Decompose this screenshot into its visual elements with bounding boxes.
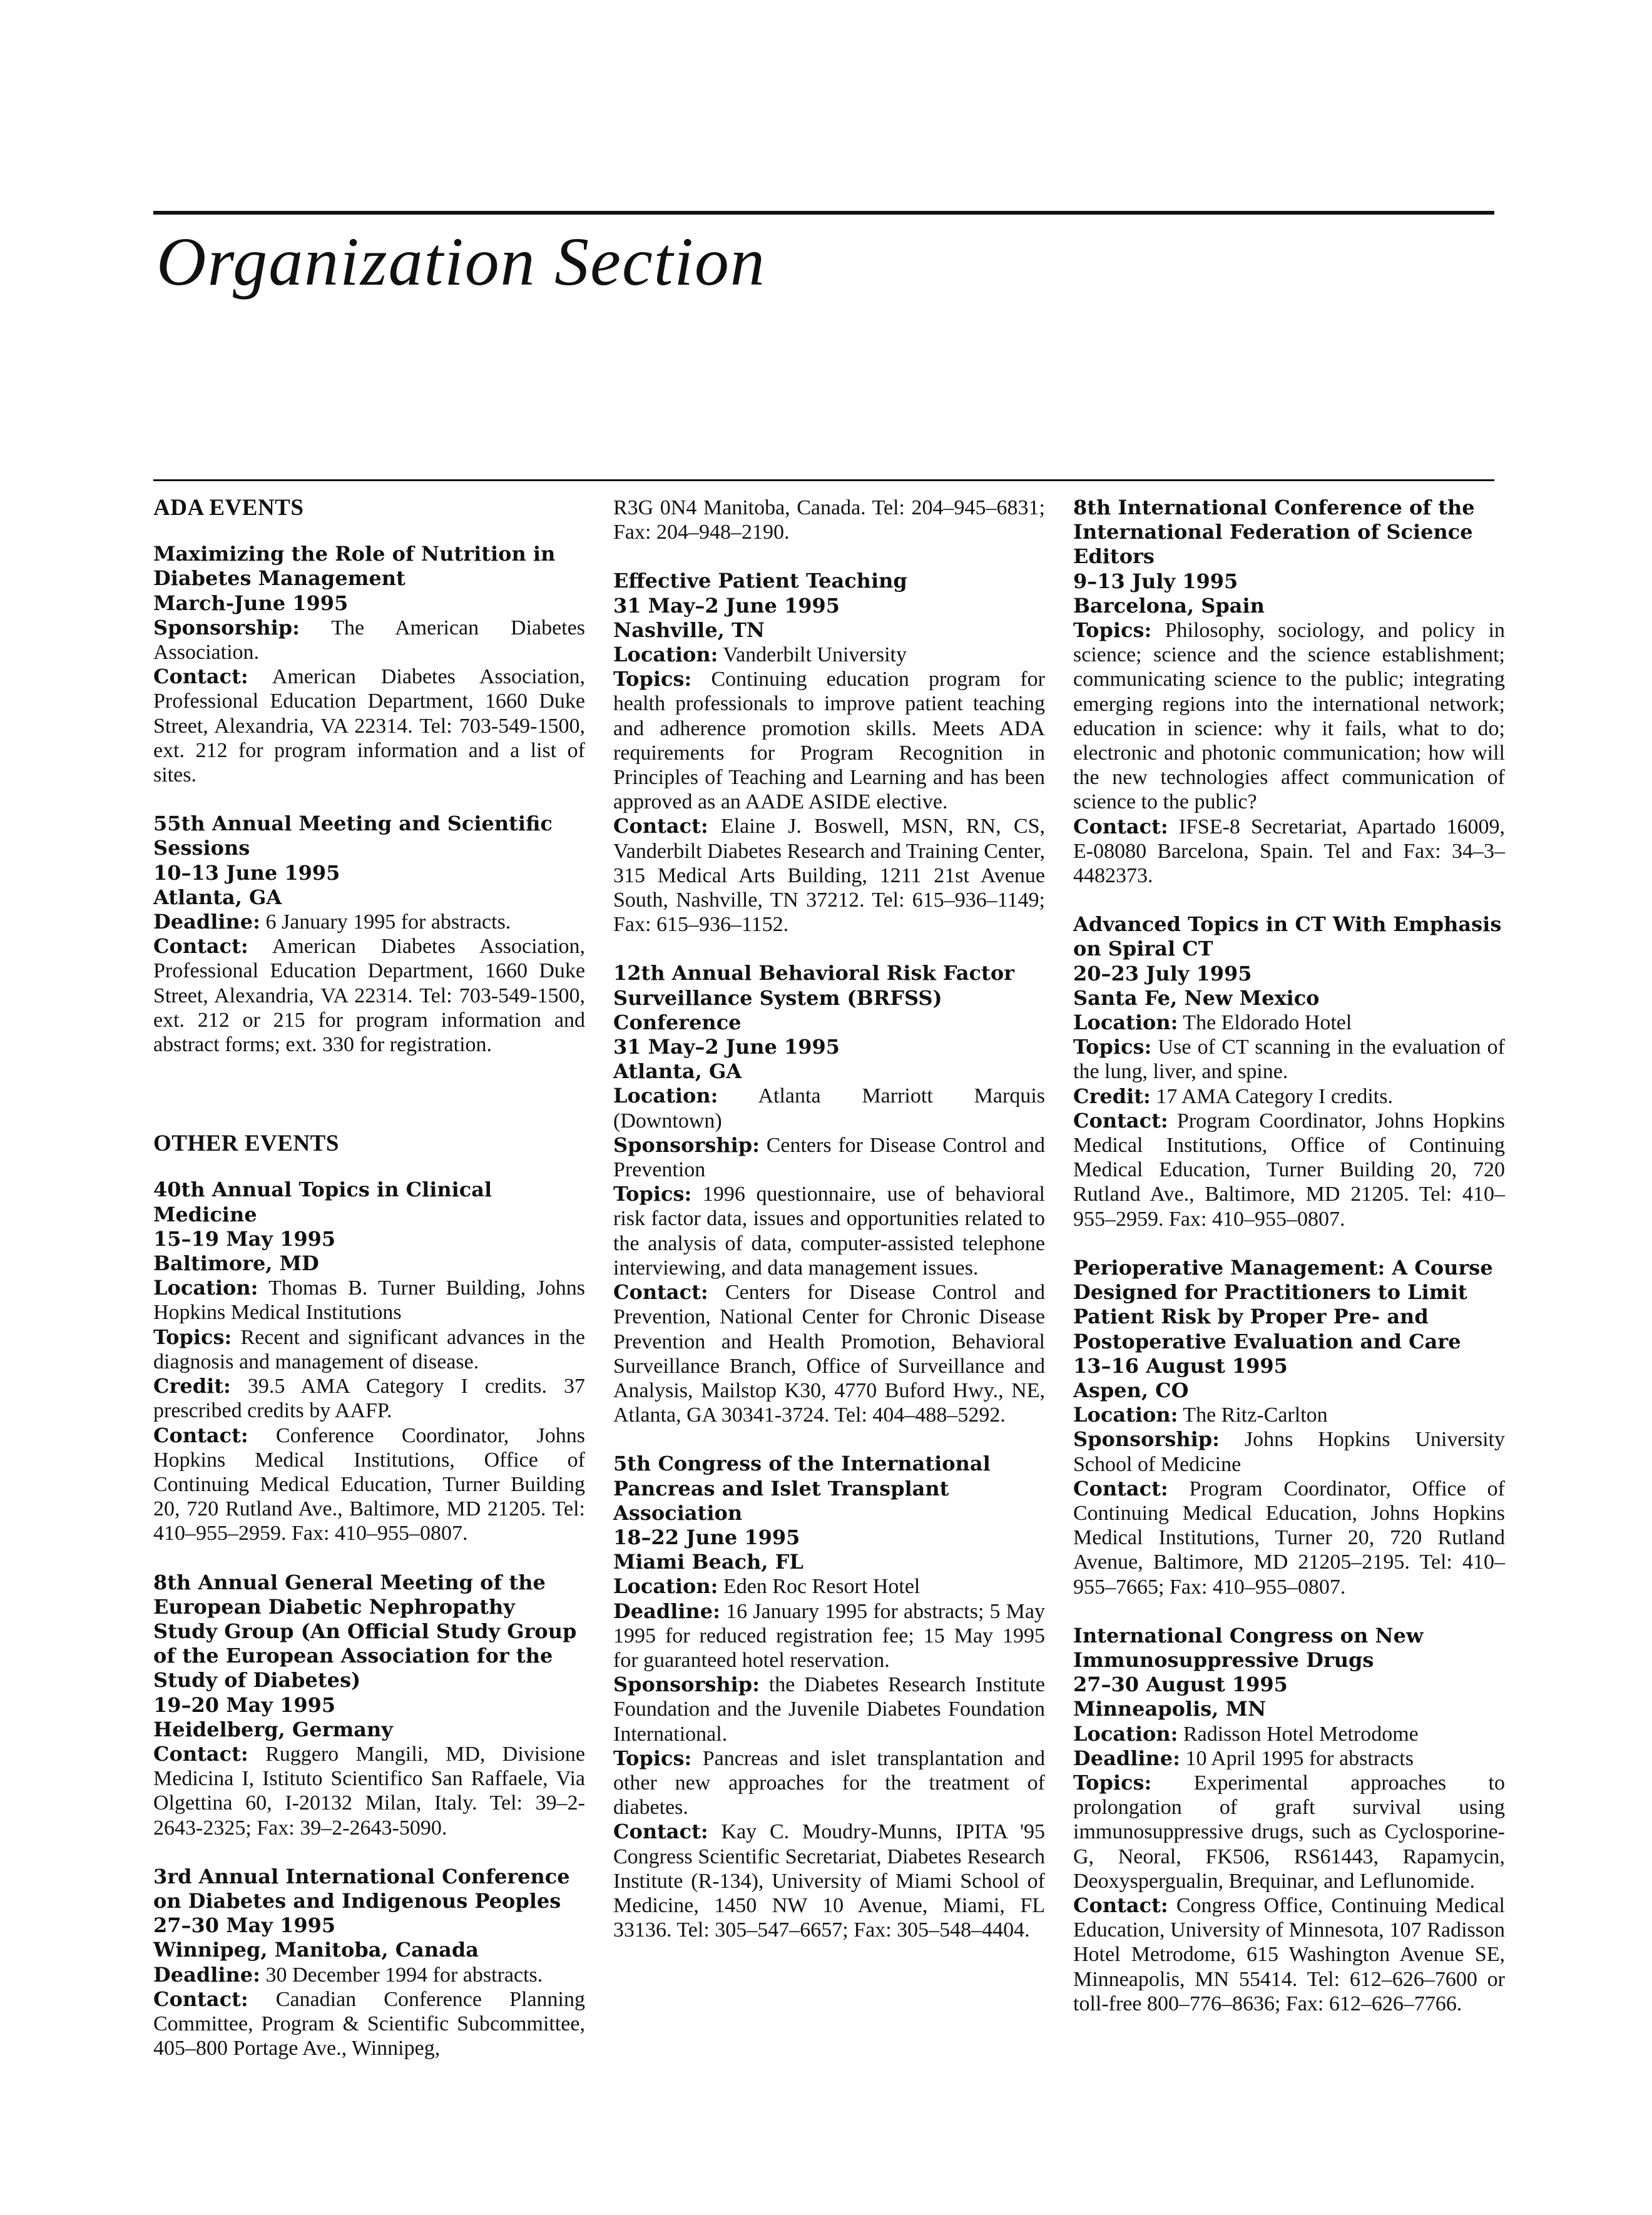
event-sponsorship: Sponsorship: The American Diabetes Association. <box>153 615 585 664</box>
event-place: Santa Fe, New Mexico <box>1073 985 1320 1010</box>
event-date: 9–13 July 1995 <box>1073 569 1238 593</box>
event-date: 31 May–2 June 1995 <box>613 1035 840 1059</box>
event-place: Aspen, CO <box>1073 1378 1189 1402</box>
event-item <box>153 1571 585 1840</box>
section-heading-ada: ADA EVENTS <box>153 495 304 521</box>
event-item <box>613 1452 1045 1942</box>
event-sponsorship: Sponsorship: Centers for Disease Control and Prevention <box>613 1133 1045 1182</box>
event-contact: Contact: IFSE-8 Secretariat, Apartado 16009, E-08080 Barcelona, Spain. Tel and Fax: 34–3–4482373. <box>1073 814 1505 888</box>
event-topics: Topics: Experimental approaches to prolongation of graft survival using immunosuppressive drugs, such as Cyclosporine-G, Neoral, FK506, RS61443, Rapamycin, Deoxyspergualin, Brequinar, and Leflunomide. <box>1073 1770 1505 1893</box>
event-title: Effective Patient Teaching <box>613 569 907 593</box>
event-deadline: Deadline: 10 April 1995 for abstracts <box>1073 1746 1414 1770</box>
event-deadline: Deadline: 6 January 1995 for abstracts. <box>153 910 511 934</box>
section-heading-other: OTHER EVENTS <box>153 1131 339 1157</box>
event-place: Atlanta, GA <box>153 885 282 909</box>
event-place: Heidelberg, Germany <box>153 1717 393 1741</box>
event-location: Location: Radisson Hotel Metrodome <box>1073 1721 1419 1746</box>
event-contact: Contact: American Diabetes Association, Professional Education Department, 1660 Duke Street, Alexandria, VA 22314. Tel: 703-549-1500, ext. 212 for program information and a list of sites. <box>153 664 585 787</box>
event-place: Miami Beach, FL <box>613 1550 803 1574</box>
event-item <box>153 1865 585 2061</box>
section-rule <box>153 479 1494 481</box>
event-topics: Topics: 1996 questionnaire, use of behavioral risk factor data, issues and opportunities related to the analysis of data, computer-assisted telephone interviewing, and data management issues. <box>613 1182 1045 1280</box>
event-contact: Contact: Kay C. Moudry-Munns, IPITA '95 Congress Scientific Secretariat, Diabetes Research Institute (R-134), University of Miami School of Medicine, 1450 NW 10 Avenue, Miami, FL 33136. Tel: 305–547–6657; Fax: 305–548–4404. <box>613 1820 1045 1942</box>
event-title: 8th International Conference of the International Federation of Science Editors <box>1073 496 1475 569</box>
event-contact: Contact: Canadian Conference Planning Committee, Program & Scientific Subcommittee, 405–800 Portage Ave., Winnipeg, <box>153 1987 585 2060</box>
event-date: 27–30 May 1995 <box>153 1913 336 1938</box>
event-location: Location: Atlanta Marriott Marquis (Downtown) <box>613 1084 1045 1133</box>
event-contact: Contact: Elaine J. Boswell, MSN, RN, CS, Vanderbilt Diabetes Research and Training Center, 315 Medical Arts Building, 1211 21st Avenue South, Nashville, TN 37212. Tel: 615–936–1149; Fax: 615–936–1152. <box>613 814 1045 937</box>
event-credit: Credit: 39.5 AMA Category I credits. 37 prescribed credits by AAFP. <box>153 1374 585 1423</box>
event-title: 5th Congress of the International Pancreas and Islet Transplant Association <box>613 1452 991 1525</box>
event-date: 20–23 July 1995 <box>1073 961 1252 985</box>
event-place: Nashville, TN <box>613 618 765 642</box>
event-item <box>1073 1624 1505 2016</box>
event-place: Minneapolis, MN <box>1073 1697 1267 1721</box>
event-item <box>613 569 1045 937</box>
event-title: International Congress on New Immunosuppressive Drugs <box>1073 1623 1424 1672</box>
event-date: 13–16 August 1995 <box>1073 1353 1288 1378</box>
event-title: 55th Annual Meeting and Scientific Sessions <box>153 812 553 860</box>
event-location: Location: Thomas B. Turner Building, Johns Hopkins Medical Institutions <box>153 1276 585 1325</box>
event-location: Location: The Eldorado Hotel <box>1073 1011 1352 1035</box>
event-location: Location: The Ritz-Carlton <box>1073 1403 1328 1427</box>
page-title: Organization Section <box>156 223 766 300</box>
event-item <box>613 961 1045 1427</box>
event-sponsorship: Sponsorship: Johns Hopkins University School of Medicine <box>1073 1427 1505 1476</box>
event-contact: Contact: Centers for Disease Control and Prevention, National Center for Chronic Disease Prevention and Health Promotion, Behavioral Surveillance Branch, Office of Surveillance and Analysis, Mailstop K30, 4770 Buford Hwy., NE, Atlanta, GA 30341-3724. Tel: 404–488–5292. <box>613 1280 1045 1427</box>
event-topics: Topics: Pancreas and islet transplantation and other new approaches for the treatment of diabetes. <box>613 1746 1045 1820</box>
event-contact: Contact: Conference Coordinator, Johns Hopkins Medical Institutions, Office of Continuing Medical Education, Turner Building 20, 720 Rutland Ave., Baltimore, MD 21205. Tel: 410–955–2959. Fax: 410–955–0807. <box>153 1423 585 1545</box>
top-rule <box>153 211 1494 215</box>
event-date: 15–19 May 1995 <box>153 1226 336 1251</box>
event-title: 8th Annual General Meeting of the European Diabetic Nephropathy Study Group (An Official Study Group of the European Association for the Study of Diabetes) <box>153 1570 577 1693</box>
event-item <box>153 812 585 1057</box>
event-credit: Credit: 17 AMA Category I credits. <box>1073 1084 1393 1108</box>
event-title: Advanced Topics in CT With Emphasis on Spiral CT <box>1073 912 1502 961</box>
event-contact: Contact: Program Coordinator, Office of Continuing Medical Education, Johns Hopkins Medical Institutions, Turner 20, 720 Rutland Avenue, Baltimore, MD 21205–2195. Tel: 410–955–7665; Fax: 410–955–0807. <box>1073 1476 1505 1599</box>
event-item <box>1073 912 1505 1231</box>
event-date: 19–20 May 1995 <box>153 1693 336 1717</box>
event-deadline: Deadline: 30 December 1994 for abstracts. <box>153 1962 543 1987</box>
event-title: 12th Annual Behavioral Risk Factor Surveillance System (BRFSS) Conference <box>613 961 1015 1034</box>
event-contact: Contact: Congress Office, Continuing Medical Education, University of Minnesota, 107 Radisson Hotel Metrodome, 615 Washington Avenue SE, Minneapolis, MN 55414. Tel: 612–626–7600 or toll-free 800–776–8636; Fax: 612–626–7766. <box>1073 1893 1505 2015</box>
event-topics: Topics: Use of CT scanning in the evaluation of the lung, liver, and spine. <box>1073 1035 1505 1084</box>
event-place: Winnipeg, Manitoba, Canada <box>153 1938 479 1962</box>
event-contact: Contact: Program Coordinator, Johns Hopkins Medical Institutions, Office of Continuing Medical Education, Turner Building 20, 720 Rutland Ave., Baltimore, MD 21205. Tel: 410–955–2959. Fax: 410–955–0807. <box>1073 1108 1505 1231</box>
event-item <box>153 542 585 787</box>
event-item <box>153 1178 585 1545</box>
event-contact: Contact: American Diabetes Association, Professional Education Department, 1660 Duke Street, Alexandria, VA 22314. Tel: 703-549-1500, ext. 212 or 215 for program information and abstract forms; ext. 330 for registration. <box>153 934 585 1057</box>
event-date: 18–22 June 1995 <box>613 1525 800 1549</box>
event-title: 3rd Annual International Conference on Diabetes and Indigenous Peoples <box>153 1864 570 1913</box>
event-date: March-June 1995 <box>153 591 349 615</box>
column-1 <box>153 496 585 2085</box>
event-topics: Topics: Philosophy, sociology, and policy in science; science and the science establishment; communicating science to the public; integrating emerging regions into the international network; education in science: why it fails, what to do; electronic and photonic communication; how will the new technologies affect communication of science to the public? <box>1073 618 1505 814</box>
event-title: Perioperative Management: A Course Designed for Practitioners to Limit Patient Risk by Proper Pre- and Postoperative Evaluation and Care <box>1073 1255 1493 1353</box>
event-place: Baltimore, MD <box>153 1251 319 1276</box>
event-place: Atlanta, GA <box>613 1059 742 1084</box>
event-date: 27–30 August 1995 <box>1073 1673 1288 1697</box>
event-date: 31 May–2 June 1995 <box>613 593 840 618</box>
event-contact: Contact: Ruggero Mangili, MD, Divisione Medicina I, Istituto Scientifico San Raffaele, Via Olgettina 60, I-20132 Milan, Italy. Tel: 39–2-2643-2325; Fax: 39–2-2643-5090. <box>153 1741 585 1840</box>
event-item <box>1073 496 1505 888</box>
event-location: Location: Eden Roc Resort Hotel <box>613 1574 920 1599</box>
event-item <box>1073 1256 1505 1599</box>
event-item-continued <box>613 496 1045 544</box>
event-contact-continued: R3G 0N4 Manitoba, Canada. Tel: 204–945–6831; Fax: 204–948–2190. <box>613 496 1045 544</box>
event-date: 10–13 June 1995 <box>153 860 340 885</box>
event-deadline: Deadline: 16 January 1995 for abstracts; 5 May 1995 for reduced registration fee; 15 May 1995 for guaranteed hotel reservation. <box>613 1599 1045 1672</box>
column-2 <box>613 496 1045 1967</box>
event-sponsorship: Sponsorship: the Diabetes Research Institute Foundation and the Juvenile Diabetes Foundation International. <box>613 1673 1045 1746</box>
event-topics: Topics: Continuing education program for health professionals to improve patient teaching and adherence promotion skills. Meets ADA requirements for Program Recognition in Principles of Teaching and Learning and has been approved as an AADE ASIDE elective. <box>613 667 1045 814</box>
event-topics: Topics: Recent and significant advances in the diagnosis and management of disease. <box>153 1325 585 1373</box>
event-title: Maximizing the Role of Nutrition in Diabetes Management <box>153 542 556 591</box>
event-place: Barcelona, Spain <box>1073 593 1265 618</box>
event-title: 40th Annual Topics in Clinical Medicine <box>153 1178 492 1226</box>
event-location: Location: Vanderbilt University <box>613 643 907 667</box>
column-3 <box>1073 496 1505 2040</box>
